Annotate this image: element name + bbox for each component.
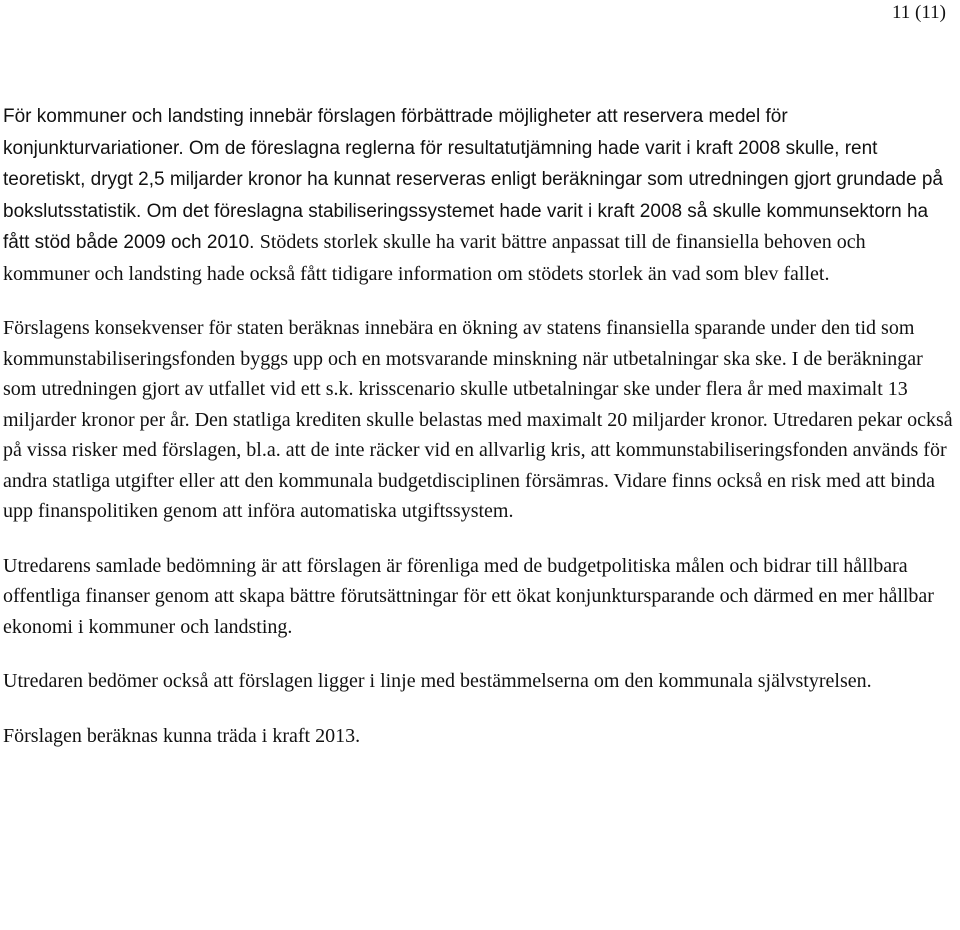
paragraph-1-part-2: Om det föreslagna stabiliseringssystemet hade varit i kraft 2008 så skulle kommunsektorn ha fått stöd både 2009 och 2010. [3, 200, 934, 253]
paragraph-state-consequences: Förslagens konsekvenser för staten beräknas innebära en ökning av statens finansiella sparande under den tid som kommunstabiliseringsfonden byggs upp och en motsvarande minskning när utbetalningar ska ske. I de beräkningar som utredningen gjort av utfallet vid ett s.k. krisscenario skulle utbetalningar ske under flera år med maximalt 13 miljarder kronor per år. Den statliga krediten skulle belastas med maximalt 20 miljarder kronor. Utredaren pekar också på vissa risker med förslagen, bl.a. att de inte räcker vid en allvarlig kris, att kommunstabiliseringsfonden används för andra statliga utgifter eller att den kommunala budgetdisciplinen försämras. Vidare finns också en risk med att binda upp finanspolitiken genom att införa automatiska utgiftssystem. [3, 317, 953, 522]
paragraph-overall-assessment: Utredarens samlade bedömning är att förslagen är förenliga med de budgetpolitiska målen och bidrar till hållbara offentliga finanser genom att skapa bättre förutsättningar för ett ökat konjunktursparande och därmed en mer hållbar ekonomi i kommuner och landsting. [3, 554, 934, 638]
paragraph-entry-into-force: Förslagen beräknas kunna träda i kraft 2013. [3, 724, 361, 747]
paragraph-municipal-effects [3, 101, 955, 289]
paragraph-1-part-3: Stödets storlek skulle ha varit bättre anpassat till de finansiella behoven och kommuner och landsting hade också fått tidigare information om stödets storlek än vad som blev fallet. [3, 231, 871, 285]
document-body [3, 101, 955, 775]
paragraph-1-part-1: För kommuner och landsting innebär förslagen förbättrade möjligheter att reservera medel för konjunkturvariationer. Om de föreslagna reglerna för resultatutjämning hade varit i kraft 2008 skulle, rent teoretiskt, drygt 2,5 miljarder kronor ha kunnat reserveras enligt beräkningar som utredningen gjort grundade på bokslutsstatistik. [3, 106, 949, 222]
paragraph-self-government: Utredaren bedömer också att förslagen ligger i linje med bestämmelserna om den kommunala självstyrelsen. [3, 670, 872, 692]
page-number: 11 (11) [892, 2, 946, 23]
